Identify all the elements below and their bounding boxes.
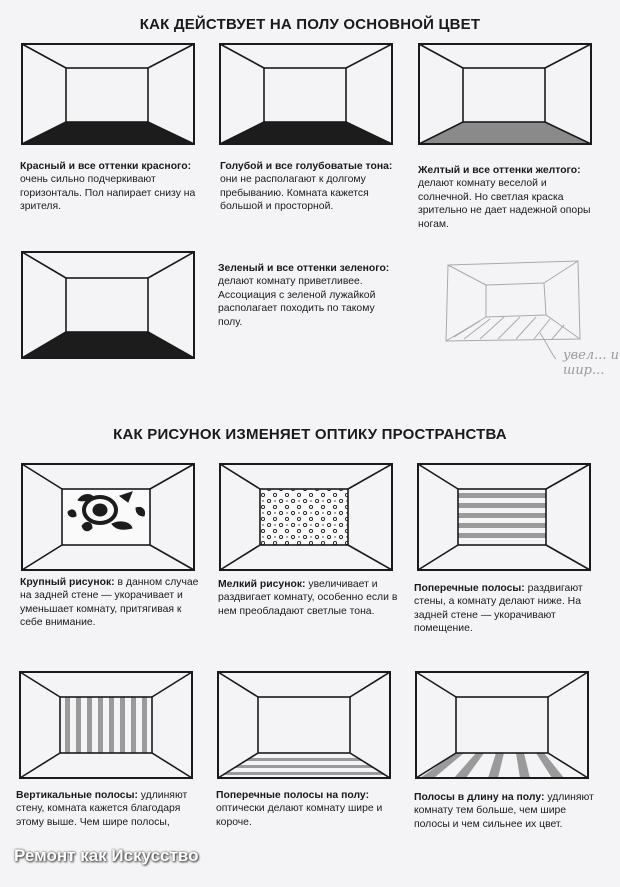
section2-title: КАК РИСУНОК ИЗМЕНЯЕТ ОПТИКУ ПРОСТРАНСТВА bbox=[113, 426, 507, 443]
caption-vertical-stripes: Вертикальные полосы: удлиняют стену, комната кажется благодаря этому выше. Чем шире полосы, bbox=[16, 790, 188, 828]
room-floor-cross-stripes bbox=[216, 670, 392, 780]
room-red-floor bbox=[20, 42, 196, 152]
room-yellow-floor bbox=[417, 42, 593, 152]
section1-title: КАК ДЕЙСТВУЕТ НА ПОЛУ ОСНОВНОЙ ЦВЕТ bbox=[139, 16, 481, 33]
room-blue-floor bbox=[218, 42, 394, 152]
caption-yellow: Желтый и все оттенки желтого: делают комнату веселой и солнечной. Но светлая краска зрительно не дает надежной опоры ногам. bbox=[418, 165, 591, 230]
room-large-pattern bbox=[20, 462, 196, 572]
room-floor-long-stripes bbox=[414, 670, 590, 780]
room-small-pattern bbox=[218, 462, 394, 572]
caption-red: Красный и все оттенки красного: очень сильно подчеркивают горизонталь. Пол напирает снизу на зрителя. bbox=[20, 161, 196, 213]
caption-floor-cross-stripes: Поперечные полосы на полу: оптически делают комнату шире и короче. bbox=[216, 790, 383, 828]
caption-large-pattern: Крупный рисунок: в данном случае на задней стене — укорачивает и уменьшает комнату, притягивая к себе внимание. bbox=[20, 577, 199, 629]
watermark: Ремонт как Искусство bbox=[14, 846, 199, 865]
caption-floor-long-stripes: Полосы в длину на полу: удлиняют комнату тем больше, чем шире полосы и чем сильнее их цвет. bbox=[414, 792, 594, 830]
caption-green: Зеленый и все оттенки зеленого: делают комнату приветливее. Ассоциация с зеленой лужайкой располагает походить по такому полу. bbox=[218, 263, 390, 328]
room-green-floor bbox=[20, 250, 196, 360]
caption-blue: Голубой и все голубоватые тона: они не располагают к долгому пребыванию. Комната кажется большой и просторной. bbox=[220, 161, 393, 213]
room-vertical-stripes bbox=[18, 670, 194, 780]
sketch-note: увел... и шир... bbox=[563, 348, 619, 378]
caption-horizontal-stripes: Поперечные полосы: раздвигают стены, а комнату делают ниже. На задней стене — укорачивают помещение. bbox=[414, 583, 583, 635]
room-horizontal-stripes bbox=[416, 462, 592, 572]
caption-small-pattern: Мелкий рисунок: увеличивает и раздвигает комнату, особенно если в нем преобладают светлые тона. bbox=[218, 579, 398, 617]
